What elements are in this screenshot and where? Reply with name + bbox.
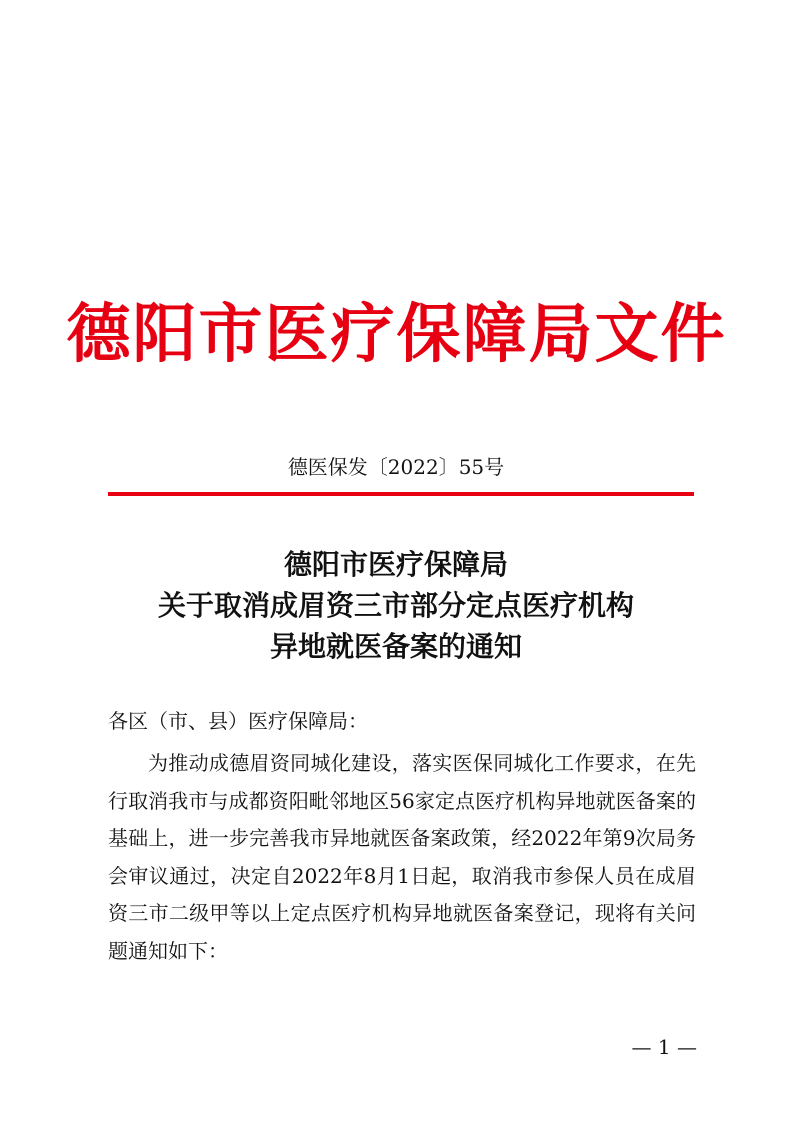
body-paragraph: 为推动成德眉资同城化建设，落实医保同城化工作要求，在先行取消我市与成都资阳毗邻地区56家定点医疗机构异地就医备案的基础上，进一步完善我市异地就医备案政策，经2022年第9次局务会审议通过，决定自2022年8月1日起，取消我市参保人员在成眉资三市二级甲等以上定点医疗机构异地就医备案登记，现将有关问题通知如下： bbox=[108, 751, 696, 963]
title-line-3: 异地就医备案的通知 bbox=[269, 630, 522, 663]
document-number: 德医保发〔2022〕55号 bbox=[287, 455, 505, 479]
red-divider-rule bbox=[108, 492, 694, 496]
page-number: — 1 — bbox=[631, 1035, 697, 1059]
salutation: 各区（市、县）医疗保障局： bbox=[108, 709, 368, 733]
document-masthead: 德阳市医疗保障局文件 bbox=[66, 297, 727, 372]
title-line-1: 德阳市医疗保障局 bbox=[283, 548, 508, 581]
title-line-2: 关于取消成眉资三市部分定点医疗机构 bbox=[157, 589, 634, 622]
notice-title bbox=[96, 544, 696, 667]
